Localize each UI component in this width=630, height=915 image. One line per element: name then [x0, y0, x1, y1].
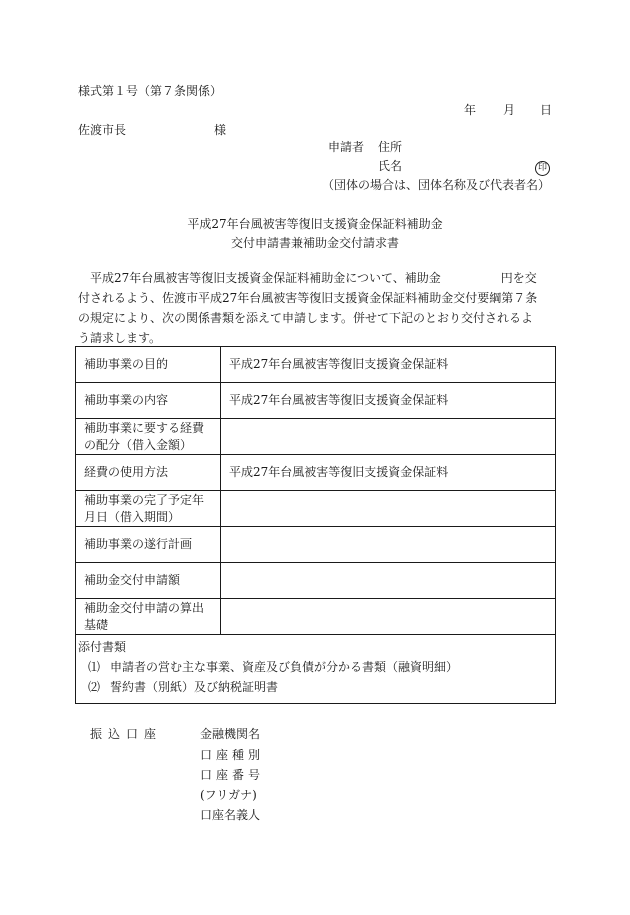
- group-note: （団体の場合は、団体名称及び代表者名）: [322, 178, 551, 192]
- row-label: 補助金交付申請の算出基礎: [76, 599, 221, 635]
- application-statement: [78, 268, 556, 348]
- table-row: [76, 491, 556, 527]
- addressee: 佐渡市長: [78, 123, 127, 137]
- row-label: 補助事業の目的: [76, 347, 221, 383]
- row-label: 補助事業の完了予定年月日（借入期間）: [76, 491, 221, 527]
- table-row: [76, 347, 556, 383]
- attachment-text: 申請者の営む主な事業、資産及び負債が分かる書類（融資明細）: [110, 660, 459, 674]
- table-row: [76, 383, 556, 419]
- subsidy-details-table: [75, 346, 556, 635]
- table-row: [76, 455, 556, 491]
- bank-field: 金融機関名: [200, 727, 261, 741]
- statement-line: 平成27年台風被害等復旧支援資金保証料補助金について、補助金 円を交: [78, 271, 537, 285]
- bank-field: 口座種別: [200, 748, 265, 762]
- row-value[interactable]: 平成27年台風被害等復旧支援資金保証料: [221, 455, 556, 491]
- statement-line: う請求します。: [78, 331, 162, 345]
- statement-line: 付されるよう、佐渡市平成27年台風被害等復旧支援資金保証料補助金交付要綱第７条: [78, 291, 538, 305]
- date-month-label: 月: [503, 103, 516, 117]
- bank-field: (フリガナ): [200, 788, 257, 802]
- row-value[interactable]: 平成27年台風被害等復旧支援資金保証料: [221, 383, 556, 419]
- document-title-line2: 交付申請書兼補助金交付請求書: [230, 236, 399, 250]
- attachment-text: 誓約書（別紙）及び納税証明書: [110, 680, 279, 694]
- form-id: 様式第１号（第７条関係）: [78, 84, 223, 98]
- row-value[interactable]: 平成27年台風被害等復旧支援資金保証料: [221, 347, 556, 383]
- applicant-label: 申請者: [328, 140, 365, 154]
- attachments-title: 添付書類: [78, 640, 127, 654]
- row-value[interactable]: [221, 527, 556, 563]
- table-row: [76, 563, 556, 599]
- bank-field: 口座名義人: [200, 808, 261, 822]
- attachment-item: [88, 660, 458, 675]
- row-value[interactable]: [221, 563, 556, 599]
- date-year-label: 年: [464, 103, 477, 117]
- row-value[interactable]: [221, 419, 556, 455]
- row-label: 経費の使用方法: [76, 455, 221, 491]
- row-value[interactable]: [221, 599, 556, 635]
- row-label: 補助事業に要する経費の配分（借入金額）: [76, 419, 221, 455]
- table-row: [76, 419, 556, 455]
- row-value[interactable]: [221, 491, 556, 527]
- row-label: 補助事業の遂行計画: [76, 527, 221, 563]
- attachment-number: ⑴: [88, 660, 101, 674]
- seal-mark-icon: 印: [535, 159, 550, 176]
- bank-account-label: 振込口座: [90, 727, 163, 741]
- attachments-box: [75, 633, 556, 704]
- document-title-line1: 平成27年台風被害等復旧支援資金保証料補助金: [187, 217, 443, 231]
- address-label: 住所: [378, 140, 403, 154]
- statement-line: の規定により、次の関係書類を添えて申請します。併せて下記のとおり交付されるよ: [78, 311, 534, 325]
- date-day-label: 日: [540, 103, 553, 117]
- table-row: [76, 527, 556, 563]
- bank-field: 口座番号: [200, 768, 265, 782]
- row-label: 補助事業の内容: [76, 383, 221, 419]
- addressee-honorific: 様: [214, 123, 227, 137]
- table-row: [76, 599, 556, 635]
- attachment-item: [88, 680, 278, 695]
- attachment-number: ⑵: [88, 680, 101, 694]
- row-label: 補助金交付申請額: [76, 563, 221, 599]
- name-label: 氏名: [378, 159, 403, 173]
